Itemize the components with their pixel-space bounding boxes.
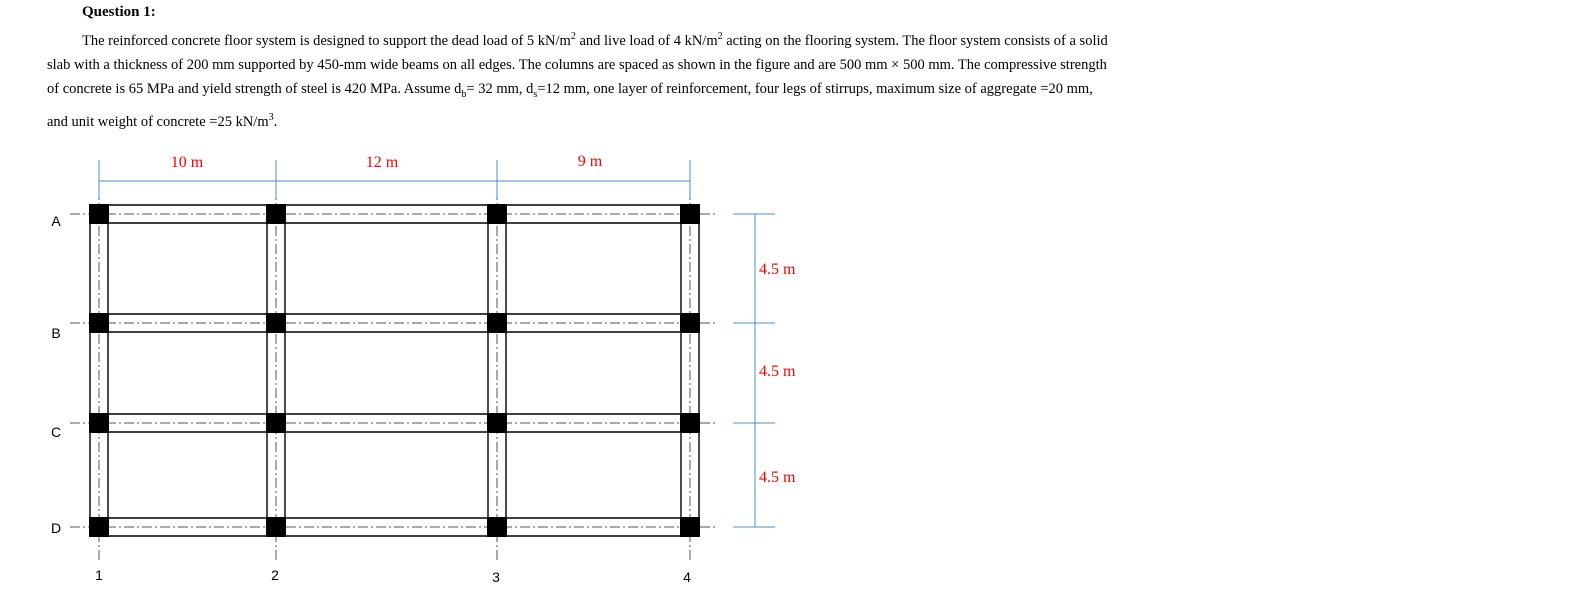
span-label-x-1: 10 m bbox=[170, 154, 204, 171]
grid-label-col-3: 3 bbox=[492, 569, 500, 585]
grid-label-col-1: 1 bbox=[95, 567, 103, 583]
text-segment: and unit weight of concrete =25 kN/m bbox=[47, 114, 269, 130]
column-square bbox=[89, 313, 109, 333]
column-square bbox=[680, 413, 700, 433]
column-square bbox=[89, 413, 109, 433]
column-square bbox=[89, 517, 109, 537]
column-square bbox=[266, 517, 286, 537]
superscript: 3 bbox=[268, 112, 274, 124]
span-label-y-1: 4.5 m bbox=[759, 261, 796, 278]
grid-label-col-2: 2 bbox=[271, 567, 279, 583]
text-segment: = 32 mm, d bbox=[466, 81, 534, 97]
column-square bbox=[89, 204, 109, 224]
column-square bbox=[680, 313, 700, 333]
text-segment: and live load of 4 kN/m bbox=[575, 33, 718, 49]
subscript: s bbox=[533, 88, 538, 100]
span-label-x-2: 12 m bbox=[365, 154, 399, 171]
text-segment: acting on the flooring system. The floor system consists of a solid bbox=[722, 33, 1108, 49]
grid-label-row-b: B bbox=[51, 325, 61, 341]
column-square bbox=[266, 204, 286, 224]
column-square bbox=[680, 517, 700, 537]
column-square bbox=[487, 204, 507, 224]
subscript: b bbox=[461, 88, 467, 100]
text-segment: . bbox=[273, 114, 278, 130]
span-label-y-2: 4.5 m bbox=[759, 363, 796, 380]
column-square bbox=[487, 517, 507, 537]
span-label-y-3: 4.5 m bbox=[759, 469, 796, 486]
superscript: 2 bbox=[570, 31, 576, 43]
column-square bbox=[487, 413, 507, 433]
grid-label-row-d: D bbox=[50, 520, 62, 536]
text-segment: The reinforced concrete floor system is designed to support the dead load of 5 kN/m bbox=[82, 33, 571, 49]
question-title: Question 1: bbox=[82, 4, 156, 20]
text-segment: =12 mm, one layer of reinforcement, four legs of stirrups, maximum size of aggregate =20 mm, bbox=[537, 81, 1093, 97]
column-square bbox=[266, 413, 286, 433]
column-square bbox=[680, 204, 700, 224]
grid-label-row-a: A bbox=[51, 213, 61, 229]
column-square bbox=[487, 313, 507, 333]
grid-label-col-4: 4 bbox=[683, 569, 691, 585]
superscript: 2 bbox=[717, 31, 723, 43]
grid-label-row-c: C bbox=[50, 424, 62, 440]
text-segment: slab with a thickness of 200 mm supported by 450-mm wide beams on all edges. The columns are spaced as shown in the figure and are 500 mm × 500 mm. The compressive strength bbox=[47, 57, 1107, 73]
column-square bbox=[266, 313, 286, 333]
span-label-x-3: 9 m bbox=[577, 153, 603, 170]
text-segment: of concrete is 65 MPa and yield strength of steel is 420 MPa. Assume d bbox=[47, 81, 462, 97]
